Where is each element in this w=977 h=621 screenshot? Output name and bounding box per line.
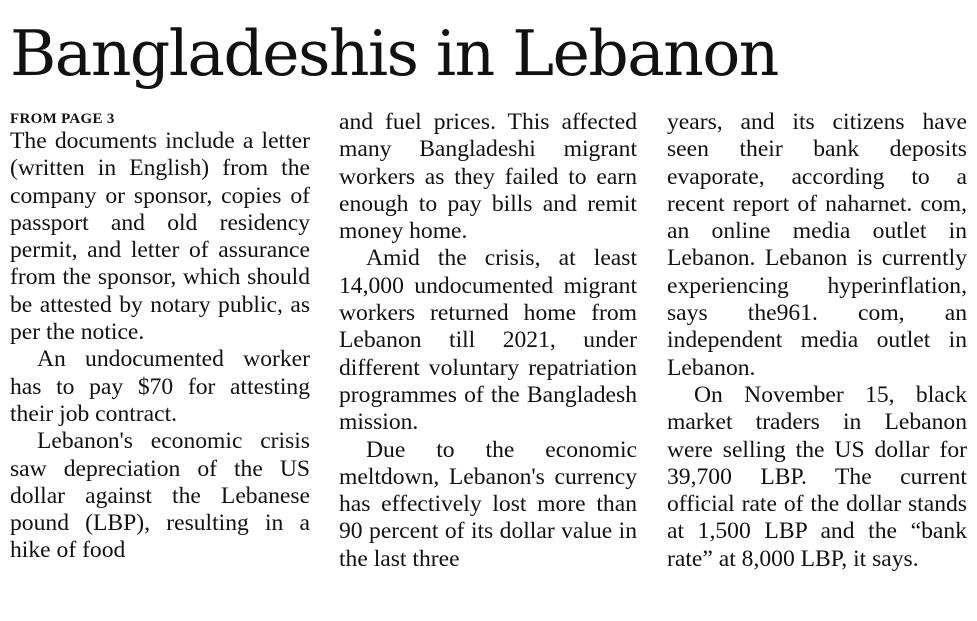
article-column-2 — [339, 109, 637, 573]
paragraph: The documents include a letter (written in English) from the company or sponsor, copies of passport and old residency permit, and letter of assurance from the sponsor, which should be attested by notary public, as per the notice. — [10, 128, 310, 346]
paragraph: and fuel prices. This affected many Bangladeshi migrant workers as they failed to earn enough to pay bills and remit money home. — [339, 109, 637, 245]
article-column-1 — [10, 108, 310, 565]
paragraph: years, and its citizens have seen their bank deposits evaporate, according to a recent report of naharnet. com, an online media outlet in Lebanon. Lebanon is currently experiencing hyperinflation, says the961. com, an independent media outlet in Lebanon. — [667, 109, 967, 381]
headline: Bangladeshis in Lebanon — [10, 17, 778, 90]
paragraph: Amid the crisis, at least 14,000 undocumented migrant workers returned home from Lebanon till 2021, under different voluntary repatriation programmes of the Bangladesh mission. — [339, 245, 637, 436]
article-column-3 — [667, 109, 967, 573]
paragraph: On November 15, black market traders in Lebanon were selling the US dollar for 39,700 LBP. The current official rate of the dollar stands at 1,500 LBP and the “bank rate” at 8,000 LBP, it says. — [667, 381, 967, 572]
paragraph: Due to the economic meltdown, Lebanon's currency has effectively lost more than 90 percent of its dollar value in the last three — [339, 436, 637, 572]
paragraph: An undocumented worker has to pay $70 for attesting their job contract. — [10, 346, 310, 427]
kicker-from-page: FROM PAGE 3 — [10, 111, 115, 127]
paragraph: Lebanon's economic crisis saw depreciation of the US dollar against the Lebanese pound (LBP), resulting in a hike of food — [10, 428, 310, 564]
